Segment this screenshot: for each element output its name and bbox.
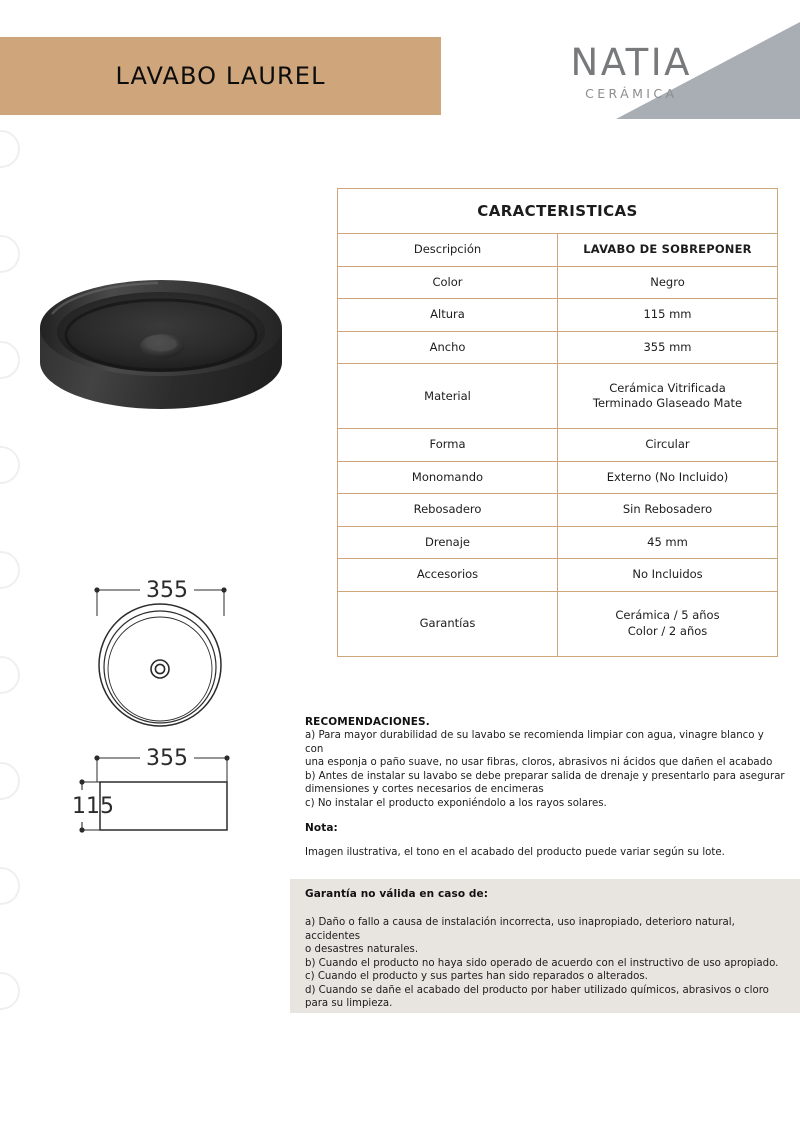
table-row [338, 591, 778, 656]
table-row [338, 429, 778, 462]
technical-drawing-side-view [62, 738, 312, 853]
recommendation-line: dimensiones y cortes necesarios de encimeras [305, 784, 544, 796]
specifications-table [337, 188, 778, 657]
spec-label: Altura [338, 299, 558, 332]
spec-label: Garantías [338, 591, 558, 656]
spec-value: Sin Rebosadero [558, 494, 778, 527]
recommendations-section [305, 716, 785, 810]
page-header [0, 0, 800, 140]
nota-heading: Nota: [305, 822, 338, 834]
table-row [338, 266, 778, 299]
nota-section [305, 822, 785, 860]
brand-subtitle: CERÁMICA [585, 86, 678, 101]
basin-profile-rectangle [100, 782, 227, 830]
recommendations-lines [305, 729, 785, 810]
watermark-ring-icon [0, 446, 20, 484]
spec-value: Circular [558, 429, 778, 462]
table-row [338, 461, 778, 494]
watermark-pattern [0, 130, 28, 1010]
warranty-line: b) Cuando el producto no haya sido operado de acuerdo con el instructivo de uso apropiado. [305, 957, 779, 969]
brand-logo [570, 41, 692, 101]
spec-label: Color [338, 266, 558, 299]
recommendation-line: a) Para mayor durabilidad de su lavabo se recomienda limpiar con agua, vinagre blanco y con [305, 730, 764, 755]
basin-drain-inner [147, 337, 177, 352]
dimension-endpoint-dot [79, 827, 84, 832]
nota-body: Imagen ilustrativa, el tono en el acabado del producto puede variar según su lote. [305, 847, 725, 858]
warranty-line: c) Cuando el producto y sus partes han sido reparados o alterados. [305, 971, 648, 983]
warranty-lines [305, 916, 785, 1011]
recommendation-line: c) No instalar el producto exponiéndolo a los rayos solares. [305, 797, 607, 809]
title-banner [0, 37, 441, 115]
spec-value: Cerámica / 5 años Color / 2 años [558, 591, 778, 656]
warranty-line: a) Daño o fallo a causa de instalación incorrecta, uso inapropiado, deterioro natural, accidentes [305, 917, 735, 942]
spec-label: Accesorios [338, 559, 558, 592]
warranty-line: o desastres naturales. [305, 944, 419, 956]
spec-value: LAVABO DE SOBREPONER [558, 234, 778, 267]
basin-interior [57, 292, 265, 372]
recommendation-line: b) Antes de instalar su lavabo se debe preparar salida de drenaje y presentarlo para asegurar [305, 770, 785, 782]
dimension-endpoint-dot [79, 779, 84, 784]
drain-outer-circle [151, 660, 169, 678]
spec-value: 115 mm [558, 299, 778, 332]
watermark-ring-icon [0, 972, 20, 1010]
warranty-section [305, 888, 785, 1011]
table-row [338, 234, 778, 267]
page-title: LAVABO LAUREL [115, 62, 326, 90]
watermark-ring-icon [0, 551, 20, 589]
dimension-endpoint-dot [94, 755, 99, 760]
spec-value: Negro [558, 266, 778, 299]
spec-value: 355 mm [558, 331, 778, 364]
spec-label: Descripción [338, 234, 558, 267]
spec-label: Forma [338, 429, 558, 462]
spec-label: Monomando [338, 461, 558, 494]
warranty-line: d) Cuando se dañe el acabado del producto por haber utilizado químicos, abrasivos o cloro [305, 984, 769, 996]
table-row [338, 559, 778, 592]
table-row [338, 331, 778, 364]
dimension-label-width: 355 [146, 746, 188, 771]
spec-value: No Incluidos [558, 559, 778, 592]
basin-inner-circle [104, 611, 216, 723]
spec-label: Material [338, 364, 558, 429]
spec-label: Ancho [338, 331, 558, 364]
spec-value: 45 mm [558, 526, 778, 559]
watermark-ring-icon [0, 656, 20, 694]
watermark-ring-icon [0, 235, 20, 273]
watermark-ring-icon [0, 867, 20, 905]
recommendations-heading: RECOMENDACIONES. [305, 716, 430, 728]
table-row [338, 299, 778, 332]
dimension-endpoint-dot [221, 587, 226, 592]
dimension-label-width: 355 [146, 578, 188, 603]
brand-name: NATIA [570, 41, 692, 84]
warranty-heading: Garantía no válida en caso de: [305, 888, 489, 900]
spec-label: Drenaje [338, 526, 558, 559]
spec-value: Cerámica Vitrificada Terminado Glaseado Mate [558, 364, 778, 429]
specifications-table-body [338, 189, 778, 657]
table-row [338, 494, 778, 527]
table-row [338, 364, 778, 429]
spec-value: Externo (No Incluido) [558, 461, 778, 494]
dimension-endpoint-dot [94, 587, 99, 592]
watermark-ring-icon [0, 762, 20, 800]
watermark-ring-icon [0, 341, 20, 379]
technical-drawing-top-view [62, 568, 312, 728]
table-header-row [338, 189, 778, 234]
specifications-title: CARACTERISTICAS [338, 189, 778, 234]
table-row [338, 526, 778, 559]
spec-label: Rebosadero [338, 494, 558, 527]
drain-inner-circle [155, 664, 164, 673]
recommendation-line: una esponja o paño suave, no usar fibras, cloros, abrasivos ni ácidos que dañen el acabado [305, 757, 773, 769]
warranty-line: para su limpieza. [305, 998, 393, 1010]
dimension-endpoint-dot [224, 755, 229, 760]
basin-bowl-circle [108, 617, 212, 721]
product-photo [26, 236, 296, 471]
dimension-label-height: 115 [72, 794, 114, 819]
